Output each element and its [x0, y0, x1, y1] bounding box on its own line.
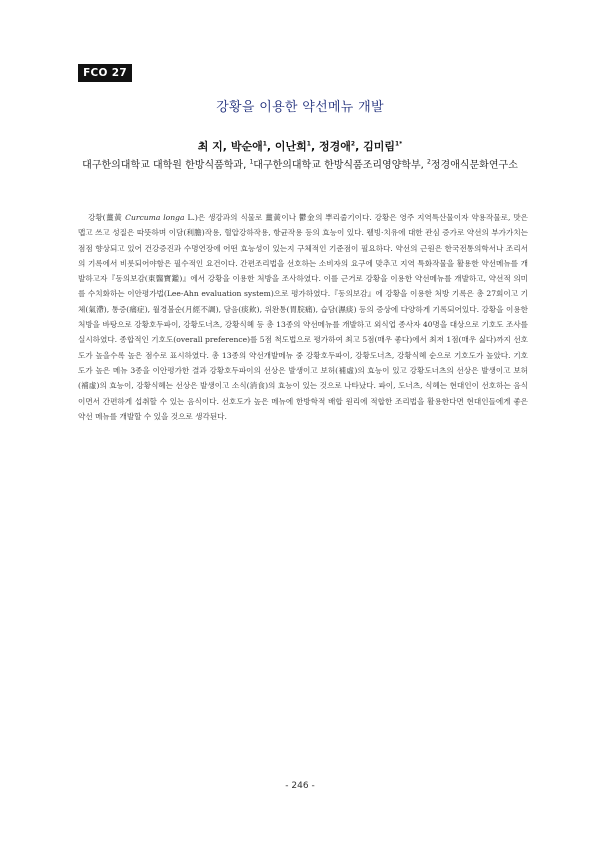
author-name: 김미림 — [363, 140, 395, 153]
author-name: 이난희 — [274, 140, 307, 153]
author-sup: 1 — [306, 140, 311, 148]
author-sup: 2 — [350, 140, 356, 148]
affiliation-text: 대구한의대학교 한방식품조리영양학부, — [253, 160, 428, 171]
author-name: 박순애 — [230, 140, 263, 153]
abstract-text: 강황(薑黃 — [88, 213, 126, 222]
affiliation-text: 대구한의대학교 대학원 한방식품학과, — [82, 160, 250, 171]
affiliation-text: 정경애식문화연구소 — [430, 160, 518, 171]
session-badge: FCO 27 — [78, 64, 132, 82]
author-name: 정경애 — [319, 140, 351, 153]
author-name: 최 지 — [197, 140, 223, 153]
affiliation-line — [0, 156, 600, 171]
author-sup: 1 — [262, 140, 267, 148]
author-sup: 1* — [394, 140, 403, 148]
affiliation-sup: 2 — [427, 158, 431, 166]
affiliation-sup: 1 — [249, 158, 254, 166]
species-name: Curcuma longa — [125, 213, 185, 222]
page-number: - 246 - — [285, 781, 315, 791]
abstract-text: L.)은 생강과의 식물로 薑黃이나 鬱金의 뿌리줄기이다. 강황은 영주 지역특산물이자 약용작물로, 맛은 맵고 쓰고 성질은 따뜻하며 이담(利膽)작용, 혈압강하작용, 항균작용 등의 효능이 있다. 웰빙·치유에 대한 관심 증가로 약선의 부가가치는 점점 향상되고 있어 건강증진과 수명연장에 어떤 효능성이 있는지 구체적인 기준점이 필요하다. 약선의 근원은 한국전통의학서나 조리서의 기록에서 비롯되어야함은 필수적인 요건이다. 간편조리법을 선호하는 소비자의 요구에 맞추고 지역 특화작물을 활용한 약선메뉴를 개발하고자『동의보감(東醫寶鑑)』에서 강황을 이용한 처방을 조사하였다. 이를 근거로 강황을 이용한 약선메뉴를 개발하고, 약선적 의미를 수치화하는 이안평가법(Lee-Ahn evaluation system)으로 평가하였다.『동의보감』에 강황을 이용한 처방 기록은 총 27회이고 기체(氣滯), 통증(痛症), 월경불순(月經不調), 담음(痰飮), 위완통(胃脘痛), 습담(濕痰) 등의 증상에 다양하게 기록되어있다. 강황을 이용한 처방을 바탕으로 강황호두파이, 강황도너츠, 강황식혜 등 총 13종의 약선메뉴를 개발하고 외식업 종사자 40명을 대상으로 기호도 조사를 실시하였다. 종합적인 기호도(overall preference)를 5점 척도법으로 평가하여 최고 5점(매우 좋다)에서 최저 1점(매우 싫다)까지 선호도가 높을수록 높은 점수로 표시하였다. 총 13종의 약선개발메뉴 중 강황호두파이, 강황도너츠, 강황식혜 순으로 기호도가 높았다. 기호도가 높은 메뉴 3종을 이안평가한 결과 강황호두파이의 선상은 발생이고 보허(補虛)의 효능이 있고 강황도너츠의 선상은 발생이고 보허(補虛)의 효능이, 강황식혜는 선상은 발생이고 소식(消食)의 효능이 있는 것으로 나타났다. 파이, 도너츠, 식혜는 현대인이 선호하는 음식이면서 간편하게 섭취할 수 있는 음식이다. 선호도가 높은 메뉴에 한방학적 배합 원리에 적합한 조리법을 활용한다면 현대인들에게 좋은 약선 메뉴를 개발할 수 있을 것으로 생각된다. — [78, 213, 528, 421]
paper-title: 강황을 이용한 약선메뉴 개발 — [216, 100, 384, 115]
author-list: 최 지, 박순애$^1$, 이난희$^1$, 정경애$^2$, 김미림$^{1*}$ — [197, 140, 403, 153]
abstract-paragraph — [78, 210, 528, 424]
